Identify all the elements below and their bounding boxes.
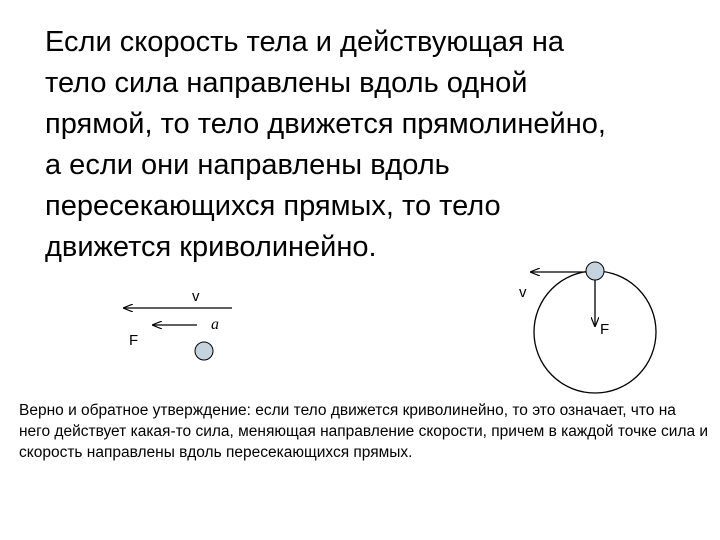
acceleration-label-left: a [211,316,219,333]
moving-body-left [195,342,213,360]
moving-body-right [586,262,604,280]
main-statement: Если скорость тела и действующая на тело сила направлены вдоль одной прямой, то тело движется прямолинейно, а если они направлены вдоль пересекающихся прямых, то тело движется криволинейно. [45,26,606,263]
velocity-label-right: v [519,284,527,301]
converse-statement: Верно и обратное утверждение: если тело движется криволинейно, то это означает, что на него действует какая-то сила, меняющая направление скорости, причем в каждой точке сила и скорость направлены вдоль пересекающихся прямых. [19,402,709,461]
force-label-right: F [600,321,610,338]
circular-motion-diagram [531,262,656,393]
force-label-left: F [129,332,139,349]
velocity-label-left: v [192,288,200,305]
